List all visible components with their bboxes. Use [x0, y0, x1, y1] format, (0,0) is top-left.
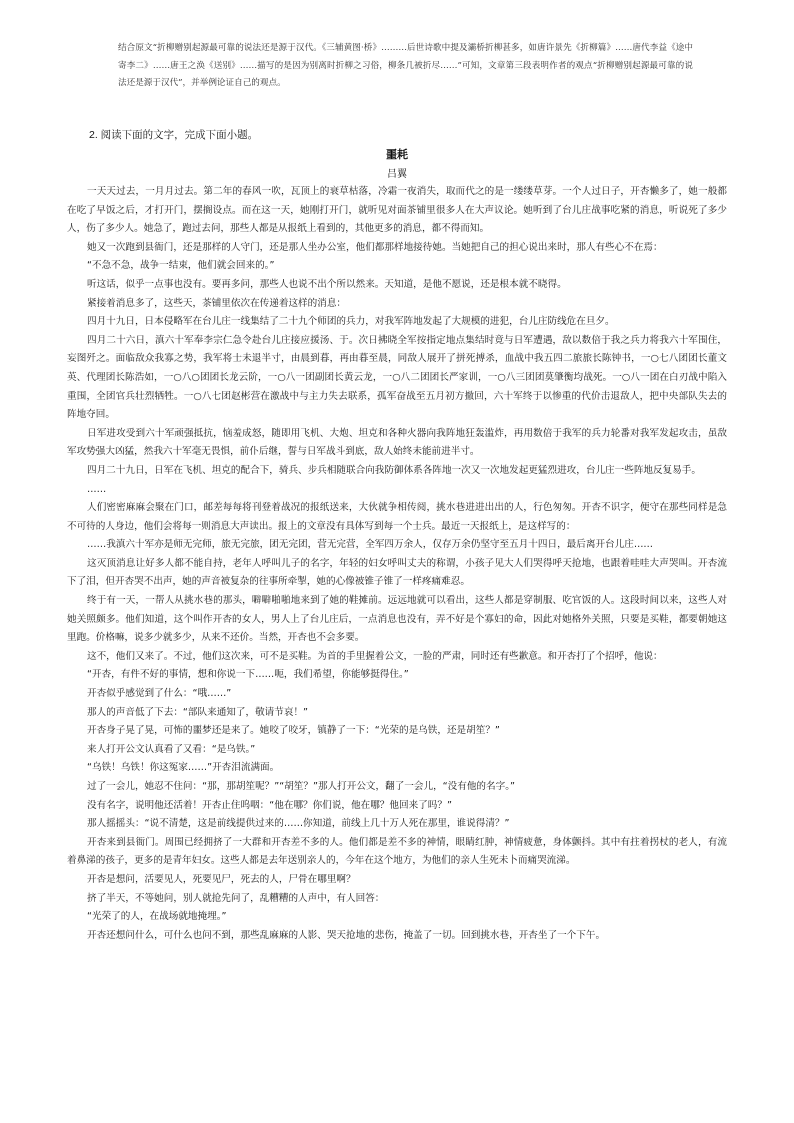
- paragraph: 没有名字，说明他还活着！开杏止住呜咽：“他在哪？你们说，他在哪？他回来了吗？”: [87, 799, 452, 811]
- paragraph: 紧接着消息多了，这些天，茶铺里依次在传递着这样的消息：: [87, 297, 347, 309]
- paragraph: 挤了半天，不等她问，别人就抢先问了，乱糟糟的人声中，有人回答：: [87, 892, 385, 904]
- previous-answer-note: 结合原文“折柳赠别起源最可靠的说法还是源于汉代。《三辅黄图·桥》………后世诗歌中提及灞桥折柳甚多，如唐许景先《折柳篇》……唐代李益《途中寄李二》……唐王之涣《送别》……描写的是因为别离时折柳之习俗，柳条几被折尽……”可知，文章第三段表明作者的观点“折柳赠别起源最可靠的说法还是源于汉代”，并举例论证自己的观点。: [118, 43, 693, 88]
- paragraph: 那人的声音低了下去：“部队来通知了，敬请节哀！”: [87, 706, 309, 718]
- paragraph: 这灭顶消息让好多人都不能自持，老年人呼叫儿子的名字，年轻的妇女呼叫丈夫的称谓，小孩子见大人们哭得呼天抢地，也跟着哇哇大声哭叫。开杏流下了泪，但开杏哭不出声，她的声音被复杂的往事所牵掣，她的心像被锥子锥了一样疼痛难忍。: [67, 557, 727, 588]
- paragraph: 开杏来到县衙门。周围已经拥挤了一大群和开杏差不多的人。他们都是差不多的神情，眼睛红肿，神情疲惫，身体颤抖。其中有拄着拐杖的老人，有流着鼻涕的孩子，更多的是青年妇女。这些人都是去年送别亲人的，今年在这个地方，为他们的亲人生死未卜而痛哭流涕。: [67, 836, 727, 867]
- paragraph: 开杏身子晃了晃，可怖的噩梦还是来了。她咬了咬牙，镇静了一下：“光荣的是乌铁，还是胡笙？”: [87, 725, 500, 737]
- paragraph: 她又一次跑到县衙门，还是那样的人守门，还是那人坐办公室，他们都那样地接待她。当她把自己的担心说出来时，那人有些心不在焉：: [87, 241, 663, 253]
- paragraph: 来人打开公文认真看了又看：“是乌铁。”: [87, 743, 256, 755]
- article-title: 噩耗: [386, 149, 408, 161]
- article-body: [67, 183, 727, 945]
- paragraph: 人们密密麻麻会聚在门口，邮差每每将刊登着战况的报纸送来，大伙就争相传阅，挑水巷进进出出的人，行色匆匆。开杏不识字，便守在那些同样是急不可待的人身边，他们会将每一则消息大声读出。报上的文章没有具体写到每一个士兵。最近一天报纸上，是这样写的：: [67, 502, 727, 532]
- paragraph: 一天天过去，一月月过去。第二年的春风一吹，瓦顶上的衰草枯落，冷霜一夜消失，取而代之的是一缕缕草芽。一个人过日子，开杏懒多了，她一般都在吃了早饭之后，才打开门，摆搁设点。而在这一天，她刚打开门，就听见对面茶铺里很多人在大声议论。她听到了台儿庄战事吃紧的消息，听说死了多少人，伤了多少人。她急了，跑过去问，那些人都是从报纸上看到的，其他更多的消息，都不得而知。: [67, 186, 727, 235]
- paragraph: “开杏，有件不好的事情，想和你说一下……呃，我们希望，你能够挺得住。”: [87, 669, 409, 681]
- paragraph: ……: [87, 483, 107, 495]
- paragraph: 开杏似乎感觉到了什么：“哦……”: [87, 688, 232, 700]
- paragraph: “乌铁！乌铁！你这冤家……”开杏泪流满面。: [87, 762, 280, 774]
- paragraph: 四月二十六日，滇六十军奉李宗仁急令赴台儿庄接应援汤、于。次日拂晓全军按指定地点集结时竟与日军遭遇，敌以数倍于我之兵力将我六十军围住，妄图歼之。面临敌众我寡之势，我军将士未退半寸，由晨到暮，再由暮至晨，同敌人展开了拼死搏杀，血战中我五四二旅旅长陈钟书，一○七八团团长董文英、代理团长陈浩如，一○八○团团长龙云阶，一○八一团副团长黄云龙，一○八二团团长严家训，一○八三团团莫肇衡均战死。一○八一团在白刃战中陷入重围，全团官兵壮烈牺牲。一○八七团赵彬营在激战中与主力失去联系，孤军奋战至五月初方撤回，六十军终于以惨重的代价击退敌人，把中央部队失去的阵地夺回。: [67, 334, 727, 421]
- paragraph: 日军进攻受到六十军顽强抵抗，恼羞成怒，随即用飞机、大炮、坦克和各种火器向我阵地狂轰滥炸，再用数倍于我军的兵力轮番对我军发起攻击，虽敌军攻势强大凶猛，然我六十军毫无畏惧，前仆后继，誓与日军战斗到底，敌人始终未能前进半寸。: [67, 427, 727, 458]
- paragraph: “不急不急，战争一结束，他们就会回来的。”: [87, 260, 275, 272]
- paragraph: 四月十九日，日本侵略军在台儿庄一线集结了二十九个师团的兵力，对我军阵地发起了大规模的进犯，台儿庄防线危在旦夕。: [87, 316, 615, 328]
- article-author: 吕翼: [387, 169, 407, 180]
- paragraph: 这不，他们又来了。不过，他们这次来，可不是买鞋。为首的手里握着公文，一脸的严肃，同时还有些歉意。和开杏打了个招呼，他说：: [87, 650, 663, 662]
- paragraph: 那人摇摇头：“说不清楚，这是前线提供过来的……你知道，前线上几十万人死在那里，谁说得清？”: [87, 818, 510, 830]
- question-heading: 2. 阅读下面的文字，完成下面小题。: [89, 129, 259, 141]
- paragraph: 开杏是想问，活要见人，死要见尸，死去的人，尸骨在哪里啊？: [87, 873, 356, 885]
- paragraph: “光荣了的人，在战场就地掩埋。”: [87, 911, 227, 923]
- paragraph: 听这话，似乎一点事也没有。要再多问，那些人也说不出个所以然来。天知道，是他不愿说，还是根本就不晓得。: [87, 278, 567, 290]
- paragraph: 终于有一天，一帮人从挑水巷的那头，噼噼啪啪地来到了她的鞋摊前。远远地就可以看出，这些人都是穿制服、吃官饭的人。这段时间以来，这些人对她关照颇多。他们知道，这个叫作开杏的女人，男人上了台儿庄后，一点消息也没有，弄不好是个寡妇的命，因此对她格外关照，只要是买鞋，都要朝她这里跑。价格嘛，说多少就多少，从来不还价。当然，开杏也不会多要。: [67, 595, 727, 644]
- paragraph: 过了一会儿，她忍不住问：“那，那胡笙呢？”“胡笙？”那人打开公文，翻了一会儿，“没有他的名字。”: [87, 781, 515, 792]
- paragraph: 四月二十九日，日军在飞机、坦克的配合下，骑兵、步兵相随联合向我防御体系各阵地一次又一次地发起更猛烈进攻，台儿庄一些阵地反复易手。: [87, 464, 701, 476]
- paragraph: ……我滇六十军亦是师无完师，旅无完旅，团无完团，营无完营，全军四万余人，仅存万余仍坚守至五月十四日，最后离开台儿庄……: [87, 539, 654, 551]
- paragraph: 开杏还想问什么，可什么也问不到，那些乱麻麻的人影、哭天抢地的悲伤，掩盖了一切。回到挑水巷，开杏坐了一个下午。: [87, 929, 606, 941]
